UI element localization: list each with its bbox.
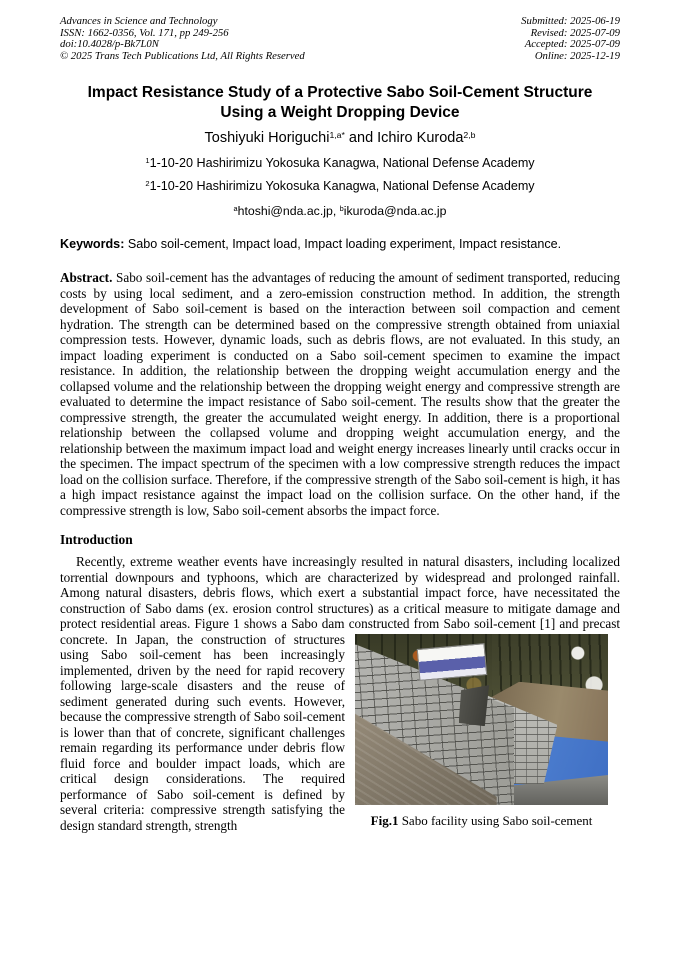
journal-issn-volume: ISSN: 1662-0356, Vol. 171, pp 249-256	[60, 26, 229, 39]
figure1-caption-text: Sabo facility using Sabo soil-cement	[398, 812, 593, 828]
affiliation-1-text: 1-10-20 Hashirimizu Yokosuka Kanagwa, National Defense Academy	[149, 156, 535, 171]
abstract-label: Abstract.	[60, 270, 113, 286]
figure1-caption-label: Fig.1	[370, 812, 399, 828]
author-2-name: Ichiro Kuroda	[377, 130, 464, 147]
authors-connector: and	[344, 130, 378, 147]
email-1-superscript: a	[233, 204, 238, 214]
author-2-superscript: 2,b	[463, 129, 476, 140]
abstract-paragraph	[60, 270, 620, 518]
figure-1	[355, 634, 608, 829]
introduction-text-before-figure: Recently, extreme weather events have increasingly resulted in natural disasters, including localized torrential downpours and typhoons, which are characterized by widespread and prolonged rainfall. Among natural disasters, debris flows, which exert a substantial impact force, have necessitated the construction of Sabo dams (ex. erosion control structures) as a critical measure to mitigate damage and protect residential areas. Figure 1 shows a Sabo dam constructed from Sabo	[60, 554, 620, 632]
journal-name: Advances in Science and Technology	[60, 15, 218, 27]
abstract-text: Sabo soil-cement has the advantages of reducing the amount of sediment transported, reducing costs by using local sediment, and a zero-emission construction method. In addition, the strength development of Sabo soil-cement is based on the interaction between soil compaction and cement hydration. The strength can be determined based on the compressive strength obtained from uniaxial compression tests. However, dynamic loads, such as debris flows, are not evaluated. In this study, an impact loading experiment is conducted on a Sabo soil-cement specimen to examine the impact resistance. In addition, the relationship between the dropping weight accumulation energy and the collapsed volume and the relationship between the dropping weight energy and compressive strength are evaluated to determine the impact resistance of Sabo soil-cement. The results show that the greater the compressive strength, the greater the accumulated weight energy. In addition, there is a proportional relationship between the collapsed volume and dropping weight accumulation energy, and the relationship between the maximum impact load and weight energy increases linearly until cracks occur in the specimen. The impact spectrum of the specimen with a low compressive strength reduces the impact load on the collision surface. Therefore, if the compressive strength of the Sabo soil-cement is high, it has a high impact resistance against the impact load on the collision surface. On the other hand, if the compressive strength is low, Sabo soil-cement absorbs the impact force.	[60, 270, 620, 518]
authors-line	[60, 128, 620, 149]
author-emails	[60, 204, 620, 220]
figure1-caption	[355, 813, 608, 829]
introduction-heading: Introduction	[60, 532, 133, 548]
photo-dam-opening	[459, 685, 489, 726]
email-2-superscript: b	[339, 204, 344, 214]
email-1-address[interactable]: htoshi@nda.ac.jp,	[237, 204, 340, 219]
paper-title	[60, 83, 620, 123]
accepted-date: Accepted: 2025-07-09	[524, 38, 620, 51]
submitted-date: Submitted: 2025-06-19	[521, 15, 620, 27]
photo-construction-sign	[417, 643, 488, 681]
author-1-superscript: 1,a*	[329, 129, 345, 140]
paper-title-line2: Using a Weight Dropping Device	[220, 104, 460, 122]
affiliation-1	[60, 156, 620, 172]
affiliation-2-superscript: 2	[145, 179, 150, 189]
email-2-address[interactable]: ikuroda@nda.ac.jp	[343, 204, 447, 219]
introduction-paragraph	[60, 554, 620, 833]
journal-doi: doi:10.4028/p-Bk7L0N	[60, 38, 159, 51]
keywords-label: Keywords:	[60, 237, 125, 252]
journal-info-block	[60, 16, 305, 62]
journal-header	[60, 16, 620, 62]
journal-copyright: © 2025 Trans Tech Publications Ltd, All Rights Reserved	[60, 49, 305, 62]
keywords-line	[60, 237, 620, 252]
affiliation-1-superscript: 1	[145, 156, 150, 166]
paper-title-line1: Impact Resistance Study of a Protective Sabo Soil-Cement Structure	[87, 84, 593, 102]
author-1-name: Toshiyuki Horiguchi	[204, 130, 330, 147]
figure1-photo	[355, 634, 608, 805]
introduction-text-after-figure: soil-cement [1] and precast concrete. In Japan, the construction of structures using Sabo soil-cement has been increasingly implemented, driven by the need for rapid recovery following large-scale disasters and the reuse of sediment generated during such events. However, because the compressive strength of Sabo soil-cement is lower than that of concrete, significant challenges remain regarding its performance under debris flow fluid force and boulder impact loads, which are critical design considerations. The required performance of Sabo soil-cement is defined by several criteria: compressive strength satisfying the design standard strength, strength	[60, 616, 621, 833]
revised-date: Revised: 2025-07-09	[530, 26, 620, 39]
online-date: Online: 2025-12-19	[534, 49, 620, 62]
affiliation-2	[60, 179, 620, 195]
affiliation-2-text: 1-10-20 Hashirimizu Yokosuka Kanagwa, National Defense Academy	[149, 179, 535, 194]
keywords-text: Sabo soil-cement, Impact load, Impact loading experiment, Impact resistance.	[124, 237, 562, 252]
submission-dates-block	[521, 16, 620, 62]
